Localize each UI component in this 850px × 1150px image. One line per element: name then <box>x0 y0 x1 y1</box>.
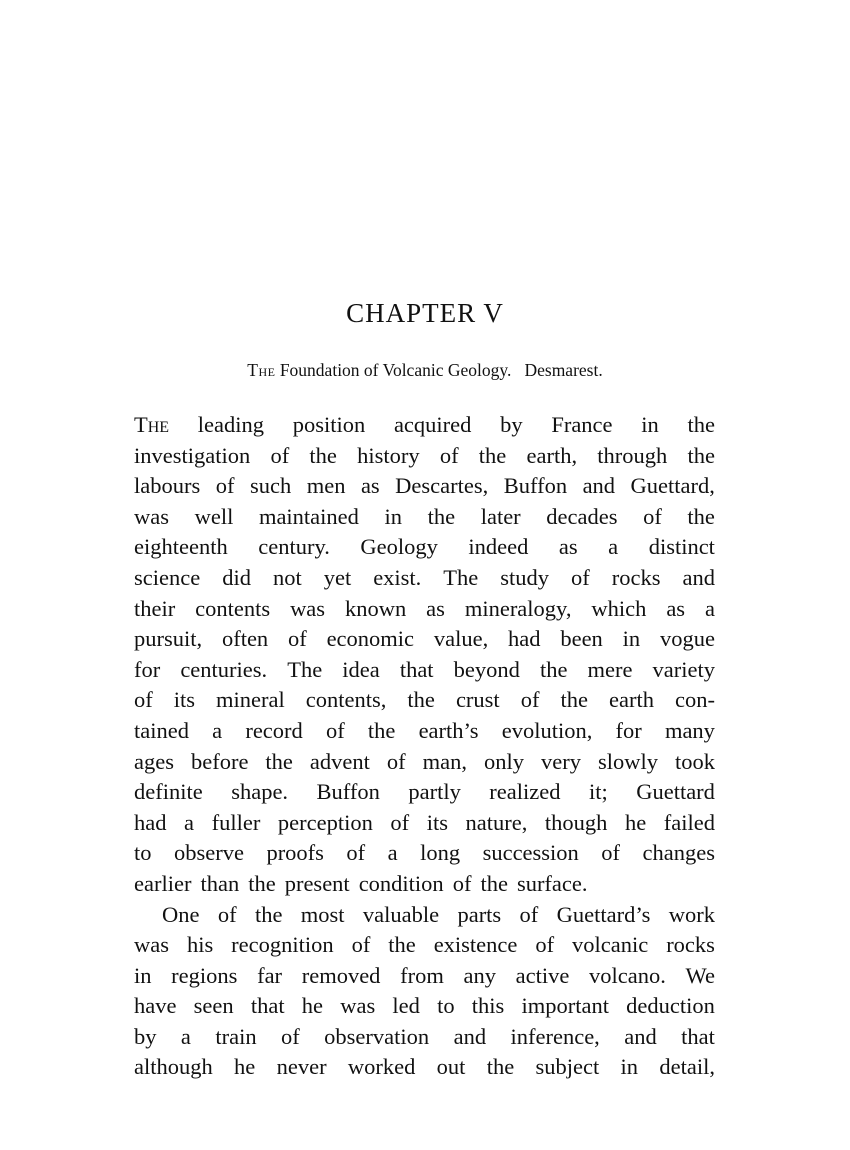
word: of <box>217 901 237 927</box>
word: of <box>571 564 590 590</box>
word: in <box>641 412 659 437</box>
word: that <box>681 1023 715 1049</box>
word: which <box>591 595 647 621</box>
word: it; <box>588 779 608 805</box>
word: to <box>437 993 455 1019</box>
word: although <box>134 1054 213 1080</box>
word: perception <box>277 809 373 835</box>
word: a <box>387 840 398 866</box>
word: a <box>704 595 715 621</box>
word: been <box>560 626 603 652</box>
word: from <box>400 962 444 988</box>
word: often <box>221 626 269 652</box>
word: work <box>668 901 715 927</box>
word: as <box>360 473 380 499</box>
word: rocks <box>666 932 715 958</box>
text-line <box>134 502 715 533</box>
word: fuller <box>211 809 261 835</box>
word: contents, <box>305 687 387 713</box>
word: Geology <box>360 534 438 560</box>
word: its <box>426 809 448 835</box>
word: of <box>288 626 307 652</box>
word: had <box>508 626 541 652</box>
word: its <box>173 687 196 713</box>
word: their <box>134 595 176 621</box>
word: deduction <box>626 993 715 1019</box>
text-line <box>134 900 715 931</box>
word: condition <box>358 870 444 896</box>
word: the <box>560 687 588 713</box>
word: of <box>281 1023 300 1049</box>
word: train <box>215 1023 257 1049</box>
text-line <box>134 1052 715 1083</box>
word: was <box>290 595 326 621</box>
text-line <box>134 747 715 778</box>
word: proofs <box>266 840 324 866</box>
word: men <box>306 473 346 499</box>
word: was <box>134 503 169 529</box>
word: a <box>184 809 195 835</box>
word: of <box>643 503 662 529</box>
word: of <box>519 901 539 927</box>
word: of <box>535 932 555 958</box>
word: yet <box>323 564 352 590</box>
word: most <box>300 901 345 927</box>
word: labours <box>134 473 201 499</box>
word: nature, <box>465 809 528 835</box>
word: long <box>420 840 461 866</box>
word: never <box>276 1054 327 1080</box>
word: leading <box>197 412 265 437</box>
word: mineral <box>216 687 285 713</box>
word: for <box>615 717 642 743</box>
word: advent <box>309 748 370 774</box>
word: was <box>134 932 169 958</box>
word: partly <box>408 779 461 805</box>
word: centuries. <box>180 656 268 682</box>
word: the <box>248 870 276 896</box>
word: record <box>245 717 303 743</box>
word: evolution, <box>501 717 593 743</box>
word: regions <box>171 962 238 988</box>
word: such <box>249 473 292 499</box>
word: worked <box>347 1054 416 1080</box>
word: rocks <box>611 564 661 590</box>
text-line <box>134 1022 715 1053</box>
word: and <box>682 564 715 590</box>
word: of <box>270 442 290 468</box>
word: a <box>212 717 223 743</box>
word: shape. <box>231 779 289 805</box>
word: The <box>287 656 323 682</box>
word: ages <box>134 748 174 774</box>
word: this <box>471 993 505 1019</box>
word: earth, <box>526 442 578 468</box>
word: France <box>551 412 613 437</box>
word: investigation <box>134 442 251 468</box>
word: had <box>134 809 167 835</box>
word: only <box>483 748 524 774</box>
word: of <box>346 840 366 866</box>
chapter-subtitle <box>0 360 850 381</box>
word: volcanic <box>572 932 649 958</box>
word: observation <box>324 1023 430 1049</box>
word: a <box>180 1023 191 1049</box>
word: of <box>351 932 371 958</box>
word: he <box>624 809 647 835</box>
word: study <box>500 564 550 590</box>
text-line <box>134 624 715 655</box>
word: Descartes, <box>395 473 489 499</box>
word: he <box>301 993 324 1019</box>
word: volcano. <box>589 962 666 988</box>
word: earth <box>608 687 654 713</box>
word: failed <box>663 809 715 835</box>
word: decades <box>546 503 618 529</box>
word: later <box>480 503 521 529</box>
word: observe <box>173 840 244 866</box>
word: tained <box>134 717 189 743</box>
word: realized <box>489 779 561 805</box>
word: slowly <box>597 748 658 774</box>
word: of <box>134 687 153 713</box>
word: the <box>254 901 283 927</box>
word: Guettard <box>636 779 715 805</box>
word: as <box>666 595 686 621</box>
text-line <box>134 991 715 1022</box>
word: the <box>486 1054 515 1080</box>
word: science <box>134 564 201 590</box>
word: important <box>521 993 609 1019</box>
word: century. <box>258 534 330 560</box>
word: surface. <box>516 870 588 896</box>
word: changes <box>642 840 715 866</box>
text-line <box>134 961 715 992</box>
word: did <box>222 564 251 590</box>
word: the <box>407 687 435 713</box>
word: vogue <box>659 626 715 652</box>
word: have <box>134 993 177 1019</box>
word: by <box>500 412 523 437</box>
word: his <box>186 932 214 958</box>
word: man, <box>422 748 467 774</box>
word: and <box>582 473 616 499</box>
word: known <box>344 595 407 621</box>
word: idea <box>342 656 380 682</box>
word: he <box>234 1054 256 1080</box>
word: Guettard, <box>630 473 715 499</box>
word: exist. <box>373 564 422 590</box>
word: far <box>257 962 283 988</box>
word: value, <box>433 626 489 652</box>
text-line <box>134 655 715 686</box>
subtitle-text: Foundation of Volcanic Geology. Desmarest. <box>275 360 603 380</box>
word: seen <box>193 993 234 1019</box>
word: economic <box>326 626 415 652</box>
word: subject <box>535 1054 600 1080</box>
text-line <box>134 838 715 869</box>
word: the <box>309 442 337 468</box>
text-line <box>134 716 715 747</box>
word: in <box>620 1054 639 1080</box>
word: the <box>388 932 416 958</box>
word: out <box>436 1054 466 1080</box>
word: as <box>558 534 578 560</box>
word: the <box>367 717 396 743</box>
word: mere <box>587 656 633 682</box>
text-line <box>134 410 715 441</box>
word: eighteenth <box>134 534 228 560</box>
word: than <box>200 870 240 896</box>
word: active <box>515 962 570 988</box>
word: the <box>427 503 456 529</box>
text-line <box>134 594 715 625</box>
word: in <box>622 626 641 652</box>
word: and <box>624 1023 657 1049</box>
word: as <box>426 595 445 621</box>
text-line <box>134 930 715 961</box>
word: of <box>439 442 459 468</box>
word: We <box>685 962 715 988</box>
word: present <box>284 870 350 896</box>
word: by <box>134 1023 157 1049</box>
word: the <box>478 442 507 468</box>
word: well <box>194 503 234 529</box>
word: very <box>540 748 581 774</box>
word: parts <box>457 901 502 927</box>
word: pursuit, <box>134 626 203 652</box>
text-line <box>134 441 715 472</box>
word: the <box>687 442 715 468</box>
word: mineralogy, <box>464 595 572 621</box>
word: Buffon <box>503 473 568 499</box>
text-line <box>134 685 715 716</box>
word: took <box>674 748 715 774</box>
word: in <box>384 503 403 529</box>
word: history <box>357 442 420 468</box>
word: Guettard’s <box>556 901 651 927</box>
word: the <box>539 656 568 682</box>
text-line <box>134 471 715 502</box>
word: contents <box>195 595 271 621</box>
word: valuable <box>362 901 440 927</box>
word: of <box>215 473 235 499</box>
word: of <box>325 717 345 743</box>
word: indeed <box>468 534 529 560</box>
word: the <box>687 412 715 437</box>
word: earth’s <box>418 717 479 743</box>
word: succession <box>482 840 579 866</box>
word: that <box>399 656 434 682</box>
word: removed <box>301 962 381 988</box>
word: of <box>601 840 621 866</box>
word: crust <box>455 687 500 713</box>
word: any <box>463 962 496 988</box>
word: The <box>134 412 170 437</box>
word: of <box>386 748 406 774</box>
word: through <box>597 442 668 468</box>
word: of <box>452 870 472 896</box>
text-line <box>134 532 715 563</box>
word: distinct <box>648 534 715 560</box>
word: for <box>134 656 161 682</box>
text-line <box>134 563 715 594</box>
subtitle-lead-word: The <box>247 360 276 380</box>
word: beyond <box>453 656 520 682</box>
word: the <box>480 870 508 896</box>
word: detail, <box>659 1054 715 1080</box>
word: of <box>520 687 540 713</box>
word: though <box>544 809 608 835</box>
word: definite <box>134 779 203 805</box>
word: acquired <box>393 412 472 437</box>
word: not <box>272 564 302 590</box>
word: the <box>687 503 715 529</box>
word: the <box>265 748 293 774</box>
word: was <box>340 993 376 1019</box>
word: of <box>390 809 410 835</box>
chapter-heading: CHAPTER V <box>346 298 504 328</box>
word: to <box>134 840 152 866</box>
word: in <box>134 962 152 988</box>
text-line <box>134 869 715 900</box>
text-line <box>134 777 715 808</box>
text-line <box>134 808 715 839</box>
word: many <box>664 717 715 743</box>
word: position <box>292 412 366 437</box>
word: The <box>443 564 479 590</box>
word: existence <box>433 932 518 958</box>
word: inference, <box>510 1023 600 1049</box>
word: a <box>608 534 619 560</box>
word: led <box>392 993 420 1019</box>
word: con- <box>674 687 715 713</box>
word: and <box>453 1023 487 1049</box>
word: variety <box>652 656 715 682</box>
word: recognition <box>231 932 334 958</box>
word: maintained <box>258 503 359 529</box>
word: Buffon <box>316 779 380 805</box>
word: earlier <box>134 870 192 896</box>
word: before <box>190 748 249 774</box>
word: One <box>162 901 200 927</box>
word: that <box>250 993 285 1019</box>
body-text <box>134 410 715 1083</box>
